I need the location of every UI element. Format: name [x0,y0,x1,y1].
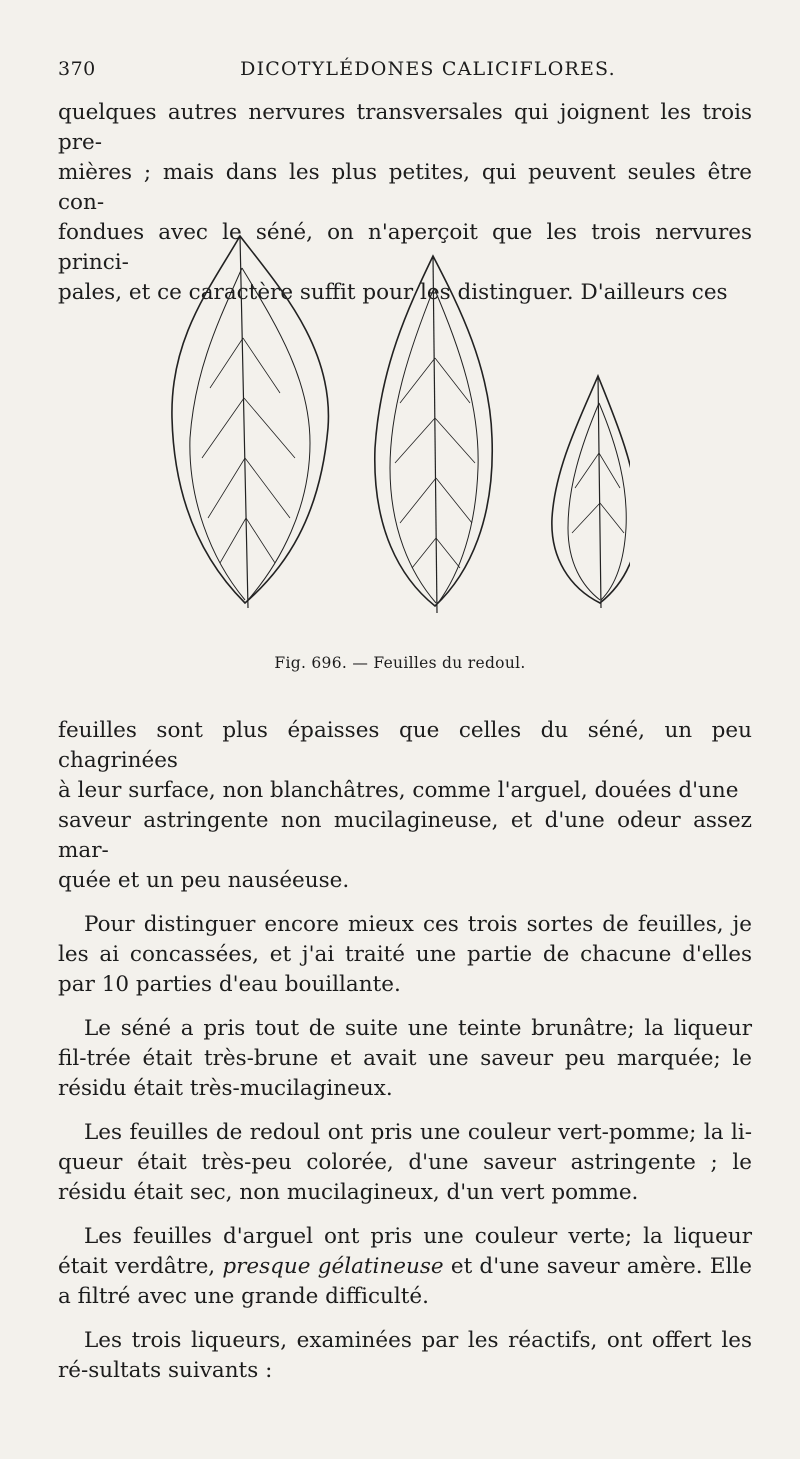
paragraph: Le séné a pris tout de suite une teinte brunâtre; la liqueur fil-trée était très-brune et avait une saveur peu marquée; le résidu était très-mucilagineux. [58,1016,752,1101]
leaves-illustration [150,228,630,648]
text-line: saveur astringente non mucilagineuse, et d'une odeur assez mar- [58,808,752,863]
page-header [58,58,758,88]
leaf-large-left [172,236,329,608]
main-text [58,716,752,1386]
paragraph [58,1222,752,1312]
text-line: pales, et ce caractère suffit pour les distinguer. D'ailleurs ces [58,280,728,305]
paragraph: Les feuilles de redoul ont pris une couleur vert-pomme; la li-queur était très-peu colorée, d'une saveur astringente ; le résidu était sec, non mucilagineux, d'un vert pomme. [58,1120,752,1205]
page-number: 370 [58,58,96,80]
text-span: Les feuilles d'arguel ont pris une couleur verte; la liqueur était verdâtre, [58,1224,752,1279]
text-line: mières ; mais dans les plus petites, qui peuvent seules être con- [58,160,752,215]
paragraph: Pour distinguer encore mieux ces trois sortes de feuilles, je les ai concassées, et j'ai traité une partie de chacune d'elles par 10 parties d'eau bouillante. [58,912,752,997]
running-title: DICOTYLÉDONES CALICIFLORES. [240,58,616,80]
paragraph: Les trois liqueurs, examinées par les réactifs, ont offert les ré-sultats suivants : [58,1328,752,1383]
text-line: à leur surface, non blanchâtres, comme l'arguel, douées d'une [58,778,739,803]
figure-caption: Fig. 696. — Feuilles du redoul. [274,654,526,672]
text-line: feuilles sont plus épaisses que celles du séné, un peu chagrinées [58,718,752,773]
leaf-small-right [552,376,630,608]
text-line: quelques autres nervures transversales qui joignent les trois pre- [58,100,752,155]
text-span: et d'une saveur amère. Elle a filtré avec une grande difficulté. [58,1254,752,1309]
text-line: fondues avec le séné, on n'aperçoit que les trois nervures princi- [58,220,752,275]
leaf-middle [375,256,492,613]
italic-phrase: presque gélatineuse [222,1254,444,1279]
text-line: quée et un peu nauséeuse. [58,868,350,893]
